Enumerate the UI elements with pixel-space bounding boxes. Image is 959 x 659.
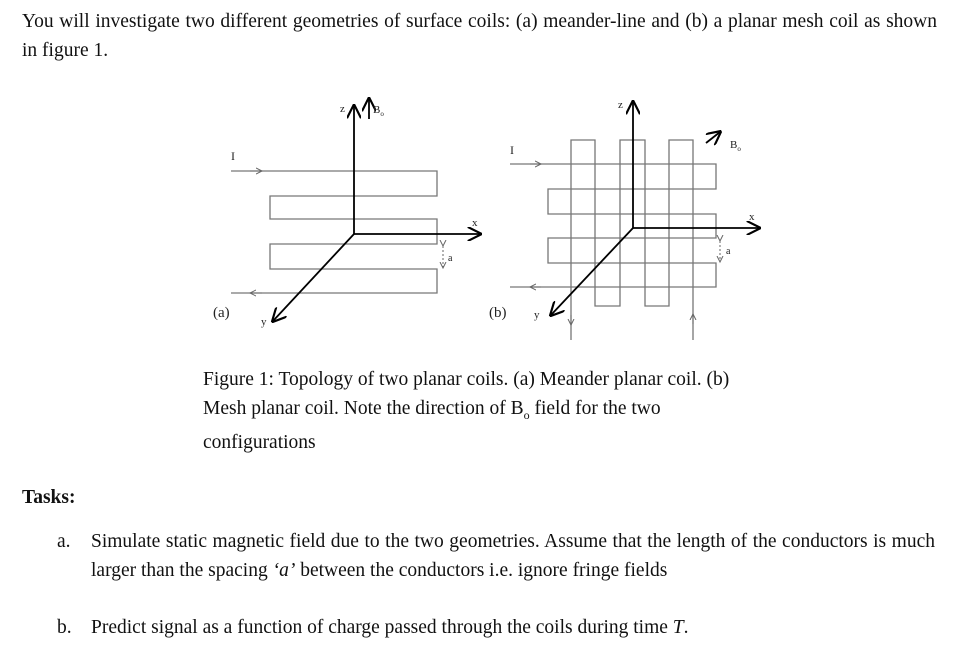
- y-axis: [551, 228, 633, 315]
- task-label: b.: [57, 617, 72, 638]
- z-label: z: [618, 99, 623, 111]
- task-text: Simulate static magnetic field due to the two geometries. Assume that the length of the conductors is much larger than the spacing ‘a’ between the conductors i.e. ignore fringe fields: [91, 531, 935, 581]
- task-text: Predict signal as a function of charge passed through the coils during time T.: [91, 617, 689, 638]
- b0-field-arrow: [706, 132, 720, 143]
- meander-coil-diagram: [213, 99, 480, 328]
- task-label: a.: [57, 531, 71, 552]
- y-axis: [273, 234, 354, 321]
- y-label: y: [534, 309, 540, 321]
- spacing-label: a: [726, 246, 731, 257]
- z-label: z: [340, 103, 345, 115]
- y-label: y: [261, 316, 267, 328]
- figure-caption: Figure 1: Topology of two planar coils. (a) Meander planar coil. (b) Mesh planar coil. Note the direction of $B_o$ field for the two configurations: [203, 369, 730, 453]
- current-label: I: [231, 149, 235, 163]
- field-label: $B_o$: [373, 104, 384, 118]
- subfigure-label: (a): [213, 305, 230, 321]
- subfigure-label: (b): [489, 305, 507, 321]
- current-label: I: [510, 143, 514, 157]
- tasks-heading: Tasks:: [22, 487, 76, 508]
- field-label: $B_o$: [730, 139, 741, 153]
- spacing-label: a: [448, 253, 453, 264]
- mesh-coil-diagram: [489, 99, 759, 340]
- x-label: x: [749, 211, 755, 223]
- x-label: x: [472, 217, 478, 229]
- intro-paragraph: You will investigate two different geometries of surface coils: (a) meander-line and (b) a planar mesh coil as shown in figure 1.: [22, 11, 937, 61]
